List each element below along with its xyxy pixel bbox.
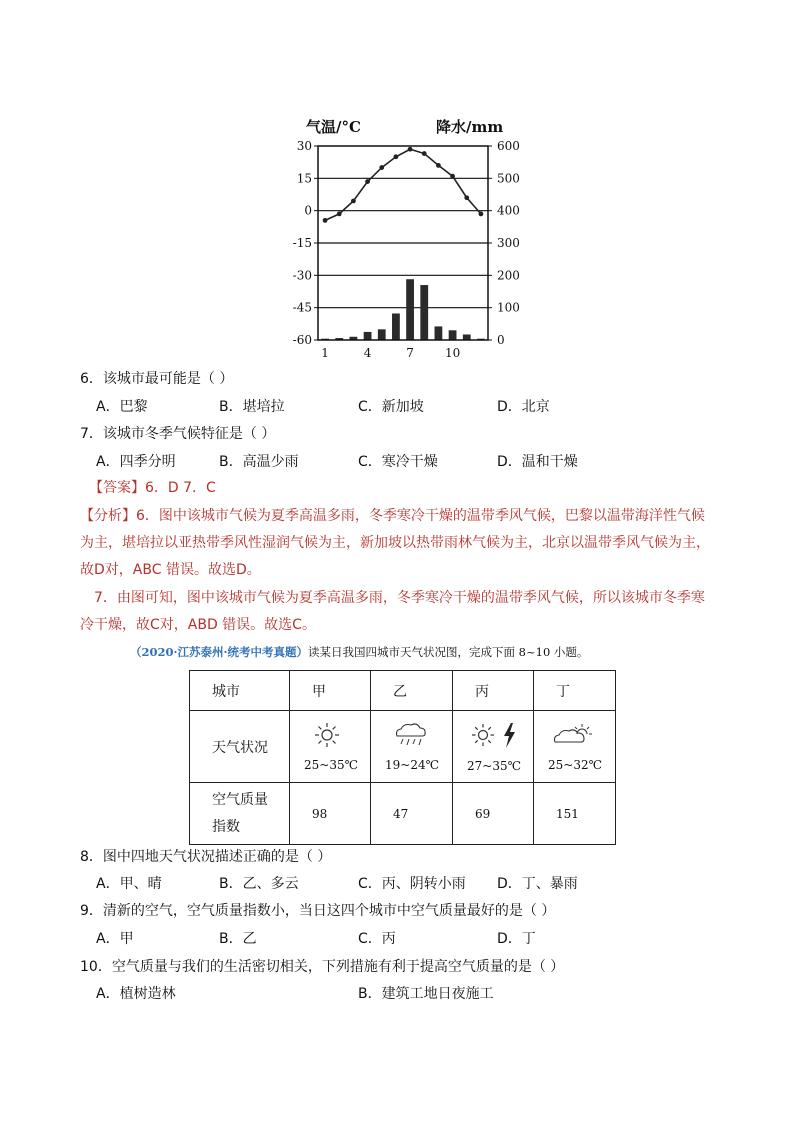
- q8-option-d[interactable]: D．丁、暴雨: [497, 876, 578, 892]
- temperature-point: [379, 165, 384, 170]
- left-axis-label: 气温/°C: [306, 118, 361, 136]
- q7-option-b[interactable]: B．高温少雨: [219, 454, 299, 470]
- table-row-aqi: [190, 783, 616, 845]
- temperature-point: [450, 174, 455, 179]
- answer-line: 【答案】6．D 7．C: [89, 480, 216, 496]
- right-tick-label: 600: [497, 139, 520, 153]
- q9-option-a[interactable]: A．甲: [96, 931, 134, 947]
- left-tick-label: -15: [292, 236, 312, 250]
- temperature-point: [479, 212, 484, 217]
- left-tick-label: 0: [304, 203, 312, 218]
- weather-cell-jia: [290, 711, 371, 783]
- aqi-ding: 151: [534, 783, 616, 845]
- weather-row-label: 天气状况: [190, 711, 290, 783]
- source-text: 读某日我国四城市天气状况图，完成下面 8~10 小题。: [308, 645, 589, 659]
- right-tick-label: 100: [497, 300, 520, 315]
- aqi-row-label: [190, 783, 290, 845]
- temperature-point: [337, 212, 342, 217]
- question-9-stem: 9．清新的空气，空气质量指数小，当日这四个城市中空气质量最好的是（ ）: [80, 903, 556, 919]
- weather-cell-yi: [371, 711, 453, 783]
- table-row-weather: [190, 711, 616, 783]
- question-10-stem: 10．空气质量与我们的生活密切相关，下列措施有利于提高空气质量的是（ ）: [80, 959, 565, 975]
- question-8-stem: 8．图中四地天气状况描述正确的是（ ）: [80, 849, 332, 865]
- weather-cell-ding: [534, 711, 616, 783]
- x-tick-label: 4: [363, 346, 372, 360]
- q6-option-d[interactable]: D．北京: [497, 399, 550, 415]
- temp-bing: 27~35℃: [467, 758, 522, 773]
- q8-option-b[interactable]: B．乙、多云: [219, 876, 299, 892]
- temperature-point: [464, 195, 469, 200]
- q6-option-c[interactable]: C．新加坡: [358, 399, 424, 415]
- temperature-point: [422, 151, 427, 156]
- table-header-row: [190, 671, 616, 711]
- x-tick-label: 1: [321, 346, 329, 360]
- aqi-label-line1: 空气质量: [212, 791, 268, 808]
- temperature-point: [323, 218, 328, 223]
- temp-jia: 25~35℃: [304, 757, 359, 772]
- right-tick-label: 200: [497, 268, 520, 283]
- precip-bar: [463, 335, 471, 340]
- q6-option-b[interactable]: B．堪培拉: [219, 399, 285, 415]
- q9-option-b[interactable]: B．乙: [219, 931, 257, 947]
- weather-cell-bing: [453, 711, 534, 783]
- precip-bar: [392, 313, 400, 340]
- precip-bar: [406, 279, 414, 340]
- table-header-yi: 乙: [371, 671, 453, 711]
- table-header-ding: 丁: [534, 671, 616, 711]
- temperature-point: [394, 154, 399, 159]
- q7-option-d: D．温和干燥: [497, 454, 578, 470]
- q8-option-c[interactable]: C．丙、阴转小雨: [358, 876, 466, 892]
- aqi-label-line2: 指数: [212, 818, 240, 835]
- left-tick-label: -60: [292, 333, 312, 347]
- left-tick-label: 15: [296, 171, 312, 186]
- x-tick-label: 10: [444, 346, 461, 360]
- analysis-6: 【分析】6．图中该城市气候为夏季高温多雨，冬季寒冷干燥的温带季风气候，巴黎以温带海洋性气候为主，堪培拉以亚热带季风性湿润气候为主，新加坡以热带雨林气候为主，北京以温带季风气候为主，故D对，ABC 错误。故选D。: [80, 508, 710, 578]
- weather-table: [189, 670, 616, 845]
- temperature-line: [325, 149, 481, 220]
- temperature-point: [408, 147, 413, 152]
- temp-ding: 25~32℃: [548, 757, 603, 772]
- sun-icon: [314, 722, 340, 748]
- precip-bar: [435, 326, 443, 340]
- q7-option-c[interactable]: C．寒冷干燥: [358, 454, 438, 470]
- question-6-stem: 6．该城市最可能是（ ）: [80, 371, 234, 387]
- q8-option-a[interactable]: A．甲、晴: [96, 876, 162, 892]
- left-tick-label: 30: [296, 139, 312, 153]
- partly-cloudy-icon: [552, 722, 596, 748]
- right-tick-label: 0: [497, 333, 505, 347]
- right-axis-label: 降水/mm: [436, 118, 504, 136]
- sun-lightning-icon: [471, 721, 521, 749]
- left-tick-label: -45: [292, 300, 312, 315]
- q10-option-a[interactable]: A．植树造林: [96, 986, 176, 1002]
- source-tag: （2020·江苏泰州·统考中考真题）: [130, 645, 309, 659]
- q9-option-d[interactable]: D．丁: [497, 931, 536, 947]
- temperature-point: [351, 199, 356, 204]
- q6-option-a[interactable]: A．巴黎: [96, 399, 148, 415]
- q10-option-b[interactable]: B．建筑工地日夜施工: [358, 986, 494, 1002]
- source-line: [130, 644, 588, 660]
- aqi-bing: 69: [453, 783, 534, 845]
- precip-bar: [364, 332, 372, 340]
- x-tick-label: 7: [406, 346, 414, 360]
- climate-chart: [280, 110, 540, 360]
- table-header-bing: 丙: [453, 671, 534, 711]
- analysis-7: 7．由图可知，图中该城市气候为夏季高温多雨，冬季寒冷干燥的温带季风气候，所以该城市冬季寒冷干燥，故C对，ABD 错误。故选C。: [80, 590, 705, 633]
- table-header-jia: 甲: [290, 671, 371, 711]
- right-tick-label: 300: [497, 236, 520, 250]
- rain-cloud-icon: [391, 722, 431, 748]
- aqi-yi: 47: [371, 783, 453, 845]
- q7-option-a[interactable]: A．四季分明: [96, 454, 176, 470]
- precip-bar: [420, 285, 428, 340]
- precip-bar: [378, 329, 386, 340]
- right-tick-label: 400: [497, 203, 520, 218]
- right-tick-label: 500: [497, 171, 520, 186]
- temperature-point: [436, 163, 441, 168]
- precip-bar: [449, 330, 457, 340]
- question-7-stem: 7．该城市冬季气候特征是（ ）: [80, 426, 276, 442]
- table-header-city: 城市: [190, 671, 290, 711]
- aqi-jia: 98: [290, 783, 371, 845]
- temp-yi: 19~24℃: [385, 757, 440, 772]
- temperature-point: [365, 179, 370, 184]
- left-tick-label: -30: [292, 268, 312, 283]
- q9-option-c[interactable]: C．丙: [358, 931, 396, 947]
